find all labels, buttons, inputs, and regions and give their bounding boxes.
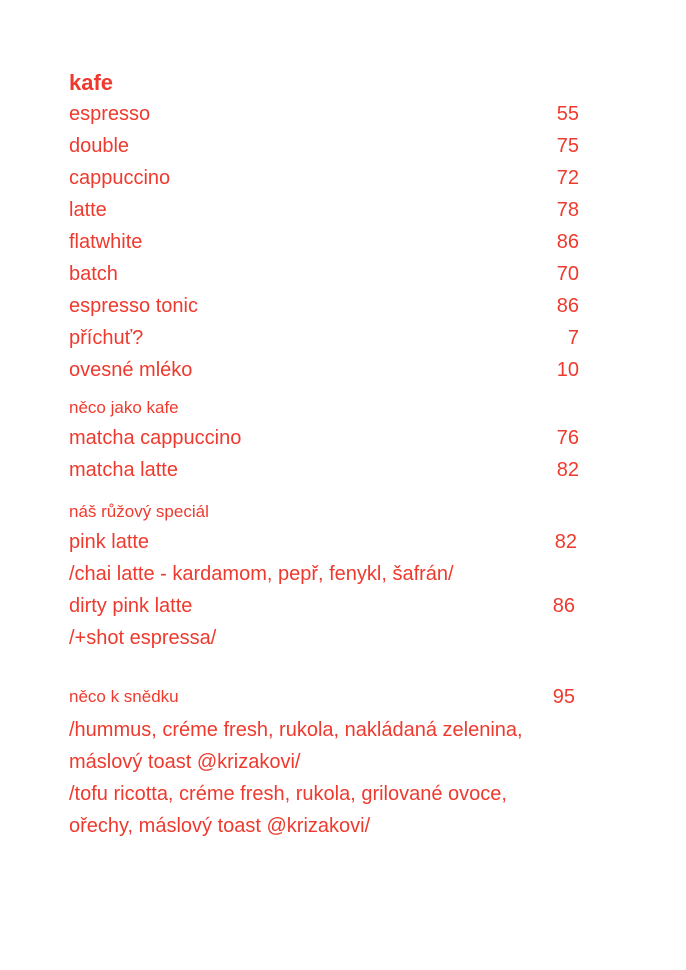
description-line: /tofu ricotta, créme fresh, rukola, grilované ovoce,	[69, 783, 507, 805]
item-name: cappuccino	[69, 167, 171, 189]
item-name: matcha cappuccino	[69, 427, 242, 449]
item-price: 7	[567, 327, 579, 349]
section-title-kafe: kafe	[69, 70, 114, 95]
menu	[69, 68, 609, 842]
item-name: double	[69, 135, 130, 157]
menu-item	[69, 98, 579, 130]
item-name: příchuť?	[69, 327, 144, 349]
item-price: 70	[556, 263, 579, 285]
item-name: latte	[69, 199, 107, 221]
menu-item	[69, 422, 579, 454]
neco-jako-kafe-list	[69, 422, 609, 486]
item-name: pink latte	[69, 531, 150, 553]
menu-item	[69, 194, 579, 226]
item-name: espresso tonic	[69, 295, 198, 317]
item-price: 82	[554, 531, 577, 553]
item-price: 82	[556, 459, 579, 481]
item-name: batch	[69, 263, 118, 285]
menu-item	[69, 226, 579, 258]
section-title-ruzovy-special: náš růžový speciál	[69, 502, 209, 521]
item-price: 78	[556, 199, 579, 221]
description-line: ořechy, máslový toast @krizakovi/	[69, 815, 371, 837]
item-price: 95	[552, 686, 575, 708]
menu-item	[69, 130, 579, 162]
item-name: matcha latte	[69, 459, 178, 481]
item-price: 86	[556, 231, 579, 253]
section-header-neco-k-snedku	[69, 684, 579, 710]
item-name: flatwhite	[69, 231, 143, 253]
menu-item	[69, 322, 579, 354]
menu-item-dirty-pink-latte	[69, 590, 579, 622]
item-note: /+shot espressa/	[69, 627, 217, 649]
item-name: dirty pink latte	[69, 595, 193, 617]
menu-item	[69, 290, 579, 322]
item-price: 75	[556, 135, 579, 157]
menu-item	[69, 258, 579, 290]
item-price: 10	[556, 359, 579, 381]
item-name: ovesné mléko	[69, 359, 193, 381]
menu-item	[69, 354, 579, 386]
menu-item	[69, 162, 579, 194]
item-price: 86	[556, 295, 579, 317]
item-price: 55	[556, 103, 579, 125]
item-note: /chai latte - kardamom, pepř, fenykl, šafrán/	[69, 563, 454, 585]
menu-item-pink-latte	[69, 526, 579, 558]
menu-item	[69, 454, 579, 486]
section-title-neco-k-snedku: něco k snědku	[69, 687, 179, 706]
description-line: /hummus, créme fresh, rukola, nakládaná zelenina,	[69, 719, 523, 741]
kafe-list	[69, 98, 609, 386]
ruzovy-special-list	[69, 526, 609, 654]
description-line: máslový toast @krizakovi/	[69, 751, 301, 773]
item-price: 86	[552, 595, 575, 617]
item-price: 72	[556, 167, 579, 189]
item-name: espresso	[69, 103, 151, 125]
section-title-neco-jako-kafe: něco jako kafe	[69, 398, 179, 417]
neco-k-snedku-description	[69, 714, 609, 842]
item-price: 76	[556, 427, 579, 449]
